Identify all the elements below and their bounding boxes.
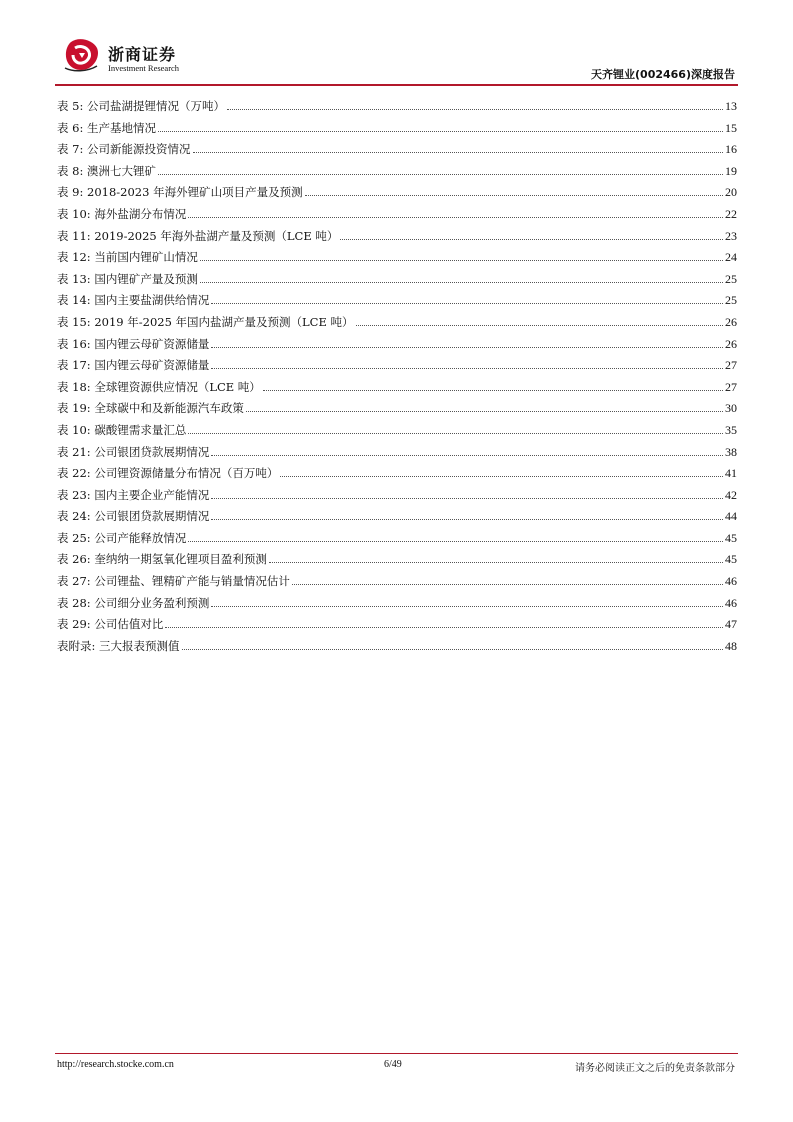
brand-name-en: Investment Research	[108, 63, 180, 73]
toc-entry-label: 表 5: 公司盐湖提锂情况（万吨）	[57, 99, 226, 113]
toc-entry-page: 25	[725, 271, 737, 286]
toc-entry[interactable]	[57, 400, 737, 422]
toc-entry-page: 26	[725, 314, 737, 329]
toc-leader-dots	[305, 195, 723, 196]
toc-entry[interactable]	[57, 638, 737, 660]
toc-leader-dots	[340, 239, 723, 240]
toc-leader-dots	[211, 347, 723, 348]
toc-entry-label: 表 24: 公司银团贷款展期情况	[57, 509, 210, 524]
toc-entry-page: 47	[725, 617, 737, 632]
toc-entry[interactable]	[57, 551, 737, 573]
toc-entry[interactable]	[57, 292, 737, 314]
toc-entry-label: 表 7: 公司新能源投资情况	[57, 142, 191, 157]
toc-entry-label: 表 16: 国内锂云母矿资源储量	[57, 336, 210, 351]
toc-entry-page: 46	[725, 595, 737, 610]
toc-entry-page: 15	[725, 120, 737, 135]
toc-entry[interactable]	[57, 314, 737, 336]
toc-entry-label: 表附录: 三大报表预测值	[57, 638, 180, 653]
toc-leader-dots	[193, 152, 723, 153]
report-title: 天齐锂业(002466)深度报告	[591, 68, 735, 81]
page-number: 6/49	[384, 1059, 402, 1070]
toc-entry-label: 表 13: 国内锂矿产量及预测	[57, 271, 198, 286]
toc-entry-page: 46	[725, 574, 737, 589]
toc-entry-page: 41	[725, 466, 737, 481]
toc-entry[interactable]	[57, 595, 737, 617]
toc-entry-label: 表 18: 全球锂资源供应情况（LCE 吨）	[57, 379, 261, 394]
table-of-contents	[57, 98, 737, 659]
header-divider	[55, 84, 738, 86]
toc-entry[interactable]	[57, 616, 737, 638]
toc-entry-label: 表 8: 澳洲七大锂矿	[57, 163, 157, 178]
toc-entry-label: 表 27: 公司锂盐、锂精矿产能与销量情况估计	[57, 574, 290, 589]
toc-leader-dots	[292, 584, 723, 585]
toc-entry-page: 25	[725, 293, 737, 308]
toc-leader-dots	[182, 649, 723, 650]
toc-entry[interactable]	[57, 487, 737, 509]
toc-entry-label: 表 12: 当前国内锂矿山情况	[57, 250, 198, 265]
toc-entry[interactable]	[57, 465, 737, 487]
toc-entry[interactable]	[57, 379, 737, 401]
toc-entry[interactable]	[57, 271, 737, 293]
toc-entry-page: 19	[725, 163, 737, 178]
toc-entry-page: 16	[725, 142, 737, 157]
toc-entry-page: 13	[725, 99, 737, 113]
toc-entry-page: 38	[725, 444, 737, 459]
toc-entry-page: 45	[725, 530, 737, 545]
toc-leader-dots	[188, 541, 723, 542]
toc-leader-dots	[263, 390, 723, 391]
toc-leader-dots	[227, 109, 723, 110]
toc-leader-dots	[158, 131, 723, 132]
toc-leader-dots	[211, 368, 723, 369]
toc-entry-page: 45	[725, 552, 737, 567]
footer-url-link[interactable]: http://research.stocke.com.cn	[57, 1059, 174, 1070]
toc-entry-label: 表 11: 2019-2025 年海外盐湖产量及预测（LCE 吨）	[57, 228, 339, 243]
toc-entry-page: 42	[725, 487, 737, 502]
toc-entry[interactable]	[57, 357, 737, 379]
toc-entry-label: 表 19: 全球碳中和及新能源汽车政策	[57, 401, 244, 416]
toc-entry-label: 表 17: 国内锂云母矿资源储量	[57, 358, 210, 373]
toc-leader-dots	[356, 325, 723, 326]
toc-entry-label: 表 29: 公司估值对比	[57, 617, 164, 632]
toc-entry-page: 27	[725, 379, 737, 394]
toc-entry[interactable]	[57, 163, 737, 185]
brand-name-cn: 浙商证券	[108, 45, 177, 64]
toc-entry-label: 表 25: 公司产能释放情况	[57, 530, 187, 545]
toc-entry-label: 表 6: 生产基地情况	[57, 120, 157, 135]
toc-leader-dots	[211, 519, 723, 520]
toc-entry-label: 表 21: 公司银团贷款展期情况	[57, 444, 210, 459]
toc-entry[interactable]	[57, 573, 737, 595]
toc-leader-dots	[200, 282, 723, 283]
toc-entry-label: 表 14: 国内主要盐湖供给情况	[57, 293, 210, 308]
toc-entry[interactable]	[57, 141, 737, 163]
toc-entry-page: 26	[725, 336, 737, 351]
toc-entry[interactable]	[57, 530, 737, 552]
toc-entry[interactable]	[57, 206, 737, 228]
toc-entry-label: 表 28: 公司细分业务盈利预测	[57, 595, 210, 610]
toc-leader-dots	[211, 498, 723, 499]
toc-entry-page: 27	[725, 358, 737, 373]
toc-entry[interactable]	[57, 120, 737, 142]
toc-entry-label: 表 22: 公司锂资源储量分布情况（百万吨）	[57, 466, 279, 481]
toc-entry-page: 35	[725, 422, 737, 437]
footer-divider	[55, 1053, 738, 1054]
toc-entry[interactable]	[57, 508, 737, 530]
toc-entry-page: 23	[725, 228, 737, 243]
toc-entry[interactable]	[57, 444, 737, 466]
toc-entry-page: 44	[725, 509, 737, 524]
toc-entry-page: 30	[725, 401, 737, 416]
toc-entry-page: 22	[725, 206, 737, 221]
toc-leader-dots	[200, 260, 723, 261]
toc-entry-label: 表 10: 海外盐湖分布情况	[57, 206, 187, 221]
toc-leader-dots	[211, 303, 723, 304]
toc-entry-page: 20	[725, 185, 737, 200]
toc-leader-dots	[165, 627, 723, 628]
toc-leader-dots	[269, 562, 723, 563]
toc-entry[interactable]	[57, 228, 737, 250]
toc-entry[interactable]	[57, 336, 737, 358]
toc-leader-dots	[280, 476, 723, 477]
toc-entry-label: 表 23: 国内主要企业产能情况	[57, 487, 210, 502]
toc-entry-page: 48	[725, 638, 737, 653]
toc-leader-dots	[188, 217, 723, 218]
toc-leader-dots	[211, 606, 723, 607]
toc-entry-page: 24	[725, 250, 737, 265]
toc-entry-label: 表 26: 奎纳纳一期氢氧化锂项目盈利预测	[57, 552, 267, 567]
toc-entry-label: 表 9: 2018-2023 年海外锂矿山项目产量及预测	[57, 185, 303, 200]
toc-leader-dots	[246, 411, 723, 412]
toc-leader-dots	[188, 433, 723, 434]
toc-leader-dots	[211, 455, 723, 456]
disclaimer-note: 请务必阅读正文之后的免责条款部分	[575, 1063, 735, 1074]
toc-entry-label: 表 10: 碳酸锂需求量汇总	[57, 422, 187, 437]
toc-entry[interactable]	[57, 98, 737, 120]
toc-entry-label: 表 15: 2019 年-2025 年国内盐湖产量及预测（LCE 吨）	[57, 314, 354, 329]
toc-entry[interactable]	[57, 422, 737, 444]
toc-leader-dots	[158, 174, 723, 175]
toc-entry[interactable]	[57, 184, 737, 206]
toc-entry[interactable]	[57, 249, 737, 271]
zheshang-logo-icon	[63, 38, 101, 72]
